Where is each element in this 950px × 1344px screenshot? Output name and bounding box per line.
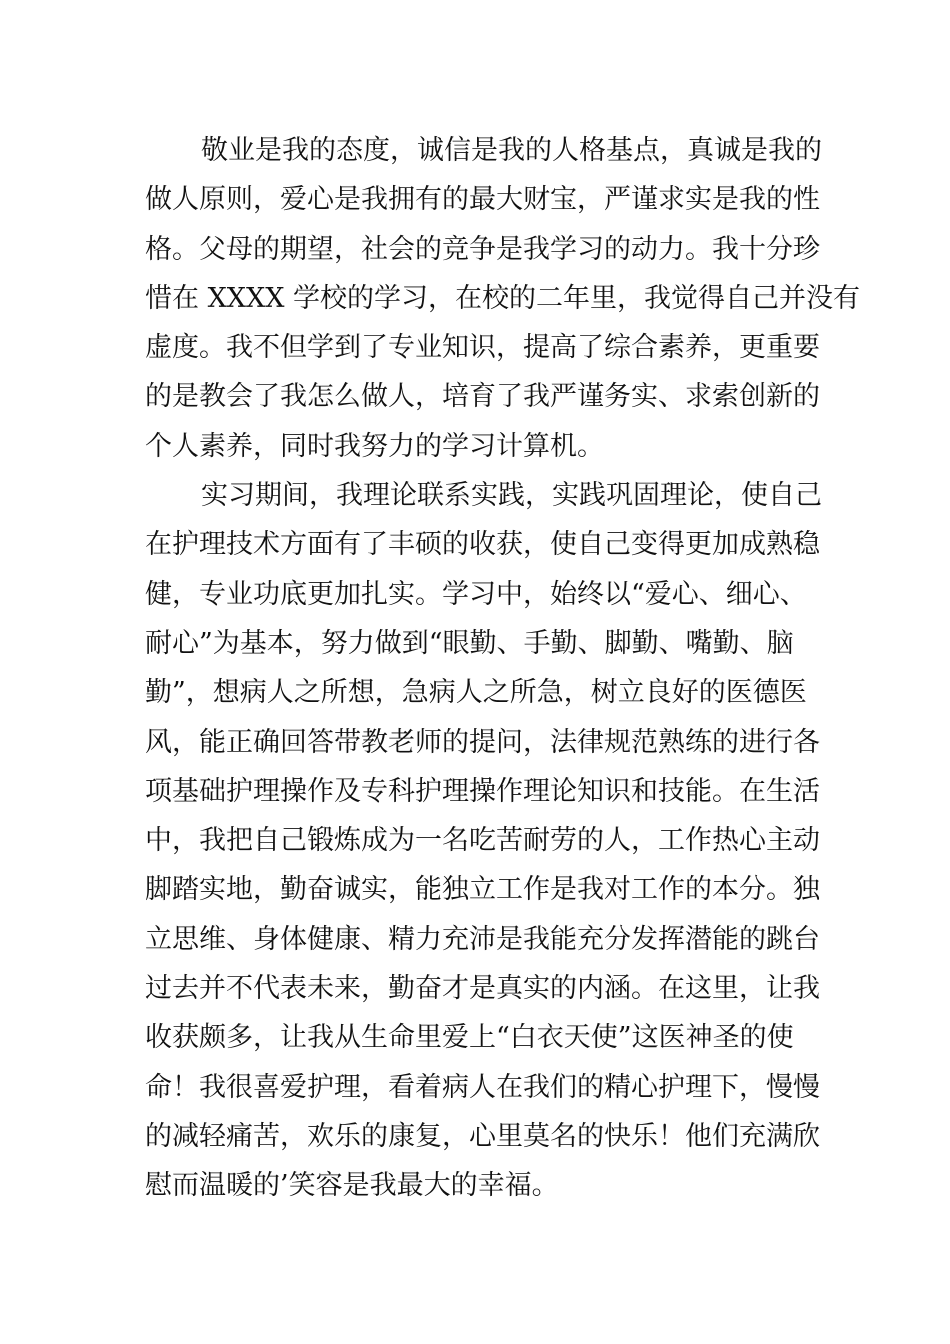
text-line: 敬业是我的态度，诚信是我的人格基点，真诚是我的 — [201, 135, 822, 166]
text-line: 实习期间，我理论联系实践，实践巩固理论，使自己 — [201, 480, 822, 512]
text-line: 个人素养，同时我努力的学习计算机。 — [145, 430, 604, 462]
paragraph — [145, 126, 861, 471]
paragraph — [145, 471, 822, 1210]
text-line: 格。父母的期望，社会的竞争是我学习的动力。我十分珍 — [145, 233, 820, 265]
text-line: 风，能正确回答带教老师的提问，法律规范熟练的进行各 — [145, 726, 820, 758]
text-line: 慰而温暖的’笑容是我最大的幸福。 — [145, 1170, 559, 1202]
text-line: 在护理技术方面有了丰硕的收获，使自己变得更加成熟稳 — [145, 529, 820, 561]
text-line: 命！我很喜爱护理，看着病人在我们的精心护理下，慢慢 — [145, 1071, 820, 1103]
text-line: 的减轻痛苦，欢乐的康复，心里莫名的快乐！他们充满欣 — [145, 1120, 820, 1152]
text-line: 项基础护理操作及专科护理操作理论知识和技能。在生活 — [145, 775, 820, 807]
text-line: 脚踏实地，勤奋诚实，能独立工作是我对工作的本分。独 — [145, 874, 820, 906]
text-line: 勤”，想病人之所想，急病人之所急，树立良好的医德医 — [145, 677, 807, 709]
text-line: 虚度。我不但学到了专业知识，提高了综合素养，更重要 — [145, 332, 820, 364]
text-line: 惜在 XXXX 学校的学习，在校的二年里，我觉得自己并没有 — [145, 282, 861, 314]
text-line: 健，专业功底更加扎实。学习中，始终以“爱心、细心、 — [145, 578, 807, 610]
text-line: 耐心”为基本，努力做到“眼勤、手勤、脚勤、嘴勤、脑 — [145, 627, 794, 659]
text-line: 做人原则，爱心是我拥有的最大财宝，严谨求实是我的性 — [145, 184, 820, 216]
text-line: 中，我把自己锻炼成为一名吃苦耐劳的人，工作热心主动 — [145, 825, 820, 857]
text-line: 的是教会了我怎么做人，培育了我严谨务实、求索创新的 — [145, 381, 820, 413]
text-line: 立思维、身体健康、精力充沛是我能充分发挥潜能的跳台 — [145, 923, 820, 955]
text-line: 收获颇多，让我从生命里爱上“白衣天使”这医神圣的使 — [145, 1022, 794, 1054]
document-body — [145, 126, 861, 1211]
text-line: 过去并不代表未来，勤奋才是真实的内涵。在这里，让我 — [145, 973, 820, 1005]
